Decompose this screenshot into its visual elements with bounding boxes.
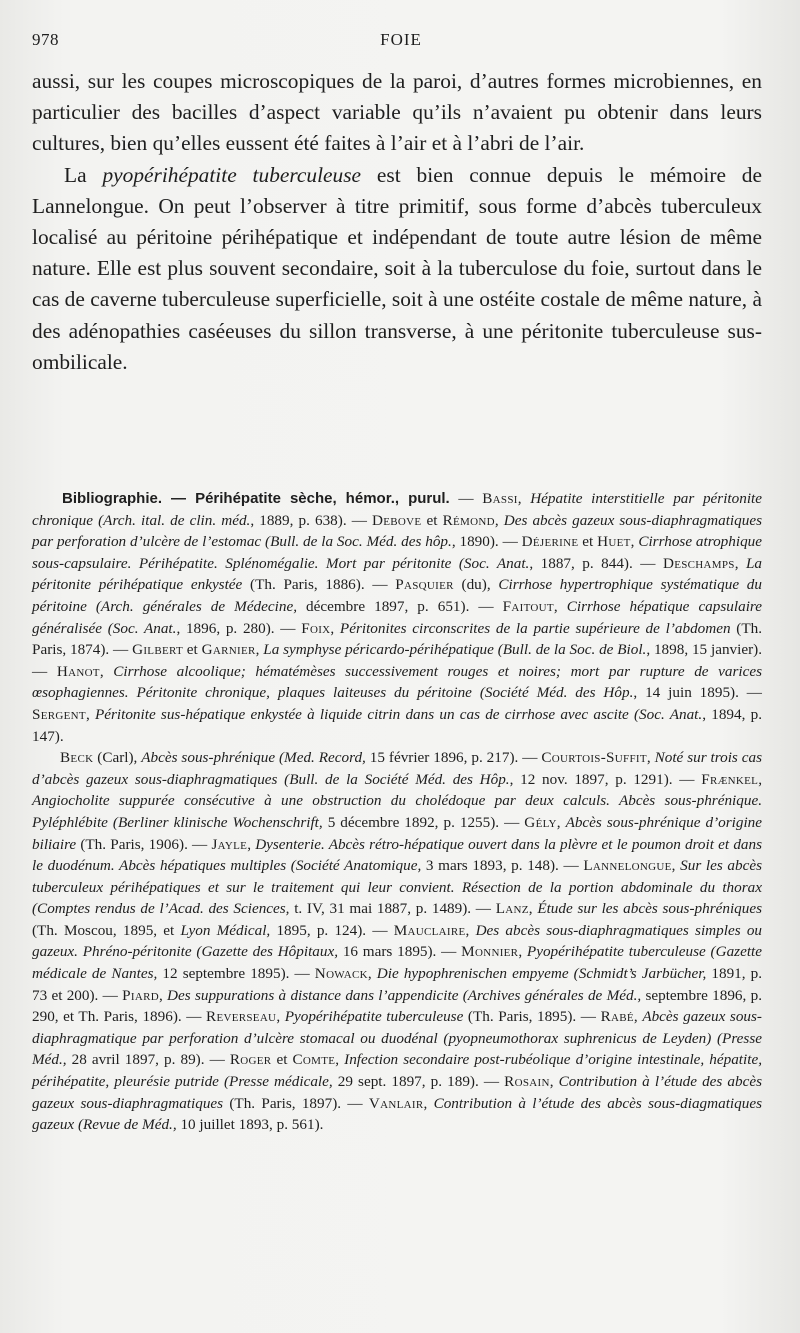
author: Rémond [442,511,495,529]
bibliography [32,488,762,1136]
citation-title: Angiocholite suppurée consécutive à une obstruction du cholédoque par deux calculs. Abcès sous-phrénique. Pyléphlébite (Berliner klinische Wochenschrift, [32,792,762,831]
page-header [32,30,770,58]
text-run: , [517,490,531,507]
citation-title: Pyopérihépatite tuberculeuse (Gazette médicale de Nantes, [32,943,763,983]
citation-title: Dysenterie. Abcès rétro-hépatique ouvert dans la plèvre et le poumon droit et dans le duodénum. Abcès hépatiques multiples (Société Anatomique, [32,835,763,875]
text-run: est bien connue depuis le mémoire de Lannelongue. On peut l’observer à titre primitif, sous forme d’abcès tuberculeux localisé au péritoine périhépatique et indépendant de toute autre lésion de même nature. Elle est plus souvent secondaire, soit à la tuberculose du foie, surtout dans le cas de caverne tuberculeuse superficielle, soit à une ostéite costale de même nature, à des adénopathies caséeuses du sillon transverse, à une péritonite tuberculeuse sus-ombilicale. [32,162,763,374]
bibliography-paragraph-2 [32,747,762,1136]
text-run: , [630,533,639,551]
citation-title: Étude sur les abcès sous-phréniques [537,900,762,918]
text-run: 1895, p. 124). — [270,921,394,939]
text-run: , 1898, 15 janvier). — [32,641,763,680]
text-run: (Th. Paris, 1906). — [76,835,212,853]
text-run: 12 septembre 1895). — [157,965,315,983]
author: Roger [229,1051,272,1069]
text-run: , [528,900,538,918]
author: Debove [372,511,422,529]
text-run: septembre 1896, p. 290, et Th. Paris, 1896). — [32,986,762,1026]
citation-title: La péritonite périhépatique enkystée [32,554,763,594]
author: Comte [292,1051,336,1069]
citation-title: Contribution à l’étude des abcès sous-diagmatiques gazeux (Revue de Méd., [32,1094,762,1134]
text-run: et [182,641,202,659]
text-run: 16 mars 1895). — [338,943,462,961]
paragraph-2 [32,160,762,378]
text-run: , [734,554,746,572]
main-text [32,66,762,378]
text-run: , [633,1008,643,1026]
text-run: 5 décembre 1892, p. 1255). — [322,813,525,831]
author: Faitout [502,597,554,615]
author: Gilbert [132,641,183,659]
text-run: t. IV, 31 mai 1887, p. 1489). — [289,900,496,918]
text-run: , [255,641,264,659]
page-number: 978 [32,30,59,49]
text-run: , 14 juin 1895). — [633,684,762,702]
text-run: , 1889, p. 638). — [250,511,372,529]
text-run: 28 avril 1897, p. 89). — [66,1051,230,1069]
citation-title: La symphyse péricardo-périhépatique (Bull. de la Soc. de Biol. [263,641,647,659]
text-run: 1891, p. 73 et 200). — [32,965,763,1004]
citation-title: Des abcès gazeux sous-diaphragmatiques par perforation d’ulcère de l’estomac (Bull. de la Soc. Méd. des hôp. [32,511,762,551]
text-run: , [549,1073,559,1091]
text-run: , [335,1051,345,1069]
text-run: , [99,662,114,680]
text-run: , [758,770,762,788]
author: Nowack [314,965,368,983]
text-run: , [553,597,567,615]
citation-title: Noté sur trois cas d’abcès gazeux sous-diaphragmatiques (Bull. de la Société Méd. des Hôp. [32,749,762,788]
text-run: , [276,1008,285,1026]
text-run: , [330,619,340,637]
text-run: , 1890). — [451,533,522,551]
citation-title: Cirrhose hypertrophique systématique du péritoine (Arch. générales de Médecine, [32,576,762,615]
author: Deschamps [662,554,735,572]
author: Gély [524,813,557,831]
author: Foix [301,619,331,637]
citation-title: Des suppurations à distance dans l’appendicite (Archives générales de Méd., [167,986,642,1004]
text-run: , [646,749,655,767]
author: Huet [597,533,631,551]
author: Rosain [504,1073,550,1091]
citation-title: Péritonites circonscrites de la partie supérieure de l’abdomen [339,619,731,637]
bibliography-heading: Bibliographie. — Périhépatite sèche, hémor., purul. [62,490,450,507]
author: Beck [60,749,94,767]
bibliography-paragraph-1 [32,488,762,747]
citation-title: Abcès gazeux sous-diaphragmatique par perforation d’ulcère stomacal ou duodénal (pyopneumothorax suphrenicus de Leyden) (Presse Méd., [32,1008,762,1069]
author: Lannelongue [583,857,672,875]
author: Sergent [32,705,86,723]
citation-title: Cirrhose hépatique capsulaire généralisée (Soc. Anat. [32,597,762,637]
citation-title: Hépatite interstitielle par péritonite chronique (Arch. ital. de clin. méd. [32,490,763,529]
citation-title: Cirrhose alcoolique; hématémèses successivement rouges et noires; mort par rupture de varices œsophagiennes. Péritonite chronique, plaques laiteuses du péritoine (Société Méd. des Hôp. [32,662,763,702]
text-run: 29 sept. 1897, p. 189). — [332,1073,505,1091]
citation-title: Abcès sous-phrénique (Med. Record, [141,749,366,767]
term-pyoperihepatite: pyopérihépatite tuberculeuse [102,162,362,187]
text-run: et [271,1051,293,1069]
text-run: (Th. Paris, 1895). — [463,1008,601,1026]
text-run: (Th. Paris, 1897). — [223,1094,369,1112]
author: Jayle [211,835,248,853]
text-run: , 12 nov. 1897, p. 1291). — [509,770,702,788]
author: Lanz [495,900,529,918]
text-run: décembre 1897, p. 651). — [297,597,503,615]
text-run: , [556,813,566,831]
author: Mauclaire [393,921,466,939]
citation-title: Cirrhose atrophique sous-capsulaire. Périhépatite. Splénomégalie. Mort par péritonite (Soc. Anat. [32,533,763,572]
citation-title: Contribution à l’étude des abcès gazeux sous-diaphragmatiques [32,1073,762,1112]
text-run: , [671,857,681,875]
text-run: , 1887, p. 844). — [529,554,663,572]
citation-title: Abcès sous-phrénique d’origine biliaire [32,813,762,853]
author: Courtois-Suffit [541,749,647,767]
text-run: et [578,533,598,551]
text-run: et [421,511,443,529]
citation-title: Infection secondaire post-rubéolique d’origine intestinale, hépatite, périhépatite, pleurésie putride (Presse médicale, [32,1051,762,1091]
paragraph-1: aussi, sur les coupes microscopiques de la paroi, d’autres formes microbiennes, en particulier des bacilles d’aspect variable qu’ils n’avaient pu obtenir dans leurs cultures, bien qu’elles eussent été faites à l’air et à l’abri de l’air. [32,69,762,156]
text-run: , [247,835,256,853]
citation-title: Lyon Médical, [180,921,271,939]
text-run: (Th. Paris, 1874). — [32,619,763,659]
citation-title: Péritonite sus-hépatique enkystée à liquide citrin dans un cas de cirrhose avec ascite (Soc. Anat. [94,705,703,723]
citation-title: Pyopérihépatite tuberculeuse [284,1008,464,1026]
text-run: La [64,162,103,187]
author: Monnier [461,943,519,961]
citation-title: Die hypophrenischen empyeme (Schmidt’s Jarbücher, [376,965,707,983]
author: Vanlair [368,1094,424,1112]
author: Garnier [201,641,256,659]
text-run: (Th. Moscou, 1895, et [32,921,181,939]
citation-title: Sur les abcès tuberculeux périhépatiques et sur le traitement qui leur convient. Résection de la portion abdominale du thorax (Comptes rendus de l’Acad. des Sciences, [32,857,762,918]
text-run: 3 mars 1893, p. 148). — [421,857,584,875]
text-run: , 1896, p. 280). — [176,619,302,637]
text-run: , [465,921,476,939]
author: Bassi [482,490,518,507]
text-run: , [423,1094,434,1112]
text-run: , [367,965,377,983]
text-run: , 1894, p. 147). [32,705,763,745]
author: Frænkel [701,770,759,788]
text-run: , [85,705,95,723]
text-run: , [494,511,504,529]
text-run: , [518,943,527,961]
text-run: (du), [453,576,499,594]
citation-title: Des abcès sous-diaphragmatiques simples ou gazeux. Phréno-péritonite (Gazette des Hôpitaux, [32,921,763,961]
text-run: 15 février 1896, p. 217). — [365,749,542,767]
text-run: (Carl), [93,749,142,767]
text-run: 10 juillet 1893, p. 561). [176,1116,324,1134]
text-run: , [158,986,168,1004]
author: Hanot [56,662,100,680]
author: Piard [122,986,159,1004]
text-run: — [449,490,483,507]
author: Rabé [600,1008,634,1026]
author: Reverseau [206,1008,277,1026]
author: Pasquier [395,576,454,594]
running-title: FOIE [380,30,422,49]
author: Déjerine [521,533,579,551]
text-run: (Th. Paris, 1886). — [242,576,396,594]
